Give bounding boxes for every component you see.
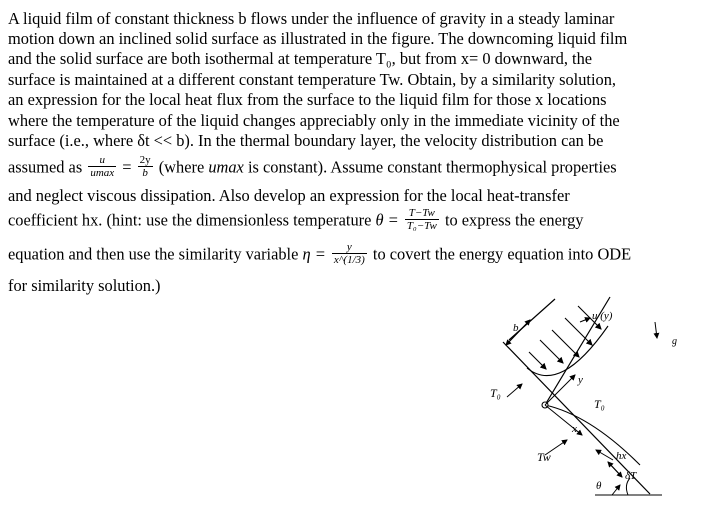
text-line-3: and the solid surface are both isothermal at temperature T₀, but from x= 0 downward, the bbox=[8, 49, 593, 68]
text-similarity-variable: equation and then use the similarity variable bbox=[8, 244, 299, 264]
label-y: y bbox=[578, 374, 583, 386]
text-express-energy: to express the energy bbox=[444, 210, 584, 230]
label-hx: hx bbox=[616, 450, 627, 462]
label-u-y: u (y) bbox=[592, 310, 613, 322]
text-where: (where bbox=[158, 157, 205, 177]
text-assumed-as: assumed as bbox=[8, 157, 83, 177]
label-g: g bbox=[672, 336, 677, 347]
label-theta: θ bbox=[596, 480, 602, 492]
label-delta-t: δT bbox=[625, 470, 637, 482]
text-coefficient-hx: coefficient hx. (hint: use the dimensionless temperature bbox=[8, 210, 372, 230]
text-line-11 bbox=[8, 243, 631, 268]
text-line-5: an expression for the local heat flux from the surface to the liquid film for those x locations bbox=[8, 90, 607, 109]
film-flow-figure bbox=[470, 290, 710, 520]
text-line-8 bbox=[8, 156, 617, 181]
label-x: x bbox=[572, 423, 577, 435]
eta-equals: η = bbox=[302, 244, 326, 264]
text-umax: umax bbox=[208, 157, 244, 177]
coordinate-arrows bbox=[507, 318, 657, 477]
text-covert-ode: to covert the energy equation into ODE bbox=[372, 244, 632, 264]
frac-den-x13: x^(1/3) bbox=[333, 254, 365, 266]
frac-den-b: b bbox=[142, 167, 148, 179]
frac-num-u: u bbox=[88, 154, 116, 167]
label-t0-left: T₀ bbox=[490, 386, 501, 400]
text-line-10 bbox=[8, 209, 583, 234]
fraction-2y-over-b bbox=[138, 154, 153, 179]
fraction-u-over-umax bbox=[88, 154, 116, 179]
fraction-eta bbox=[332, 241, 367, 266]
text-line-4: surface is maintained at a different constant temperature Tw. Obtain, by a similarity solution, bbox=[8, 70, 617, 89]
frac-num-y: y bbox=[332, 241, 367, 254]
frac-num-t-tw: T−Tw bbox=[405, 207, 439, 220]
text-line-7: surface (i.e., where δt << b). In the thermal boundary layer, the velocity distribution can be bbox=[8, 131, 604, 150]
label-b: b bbox=[513, 322, 519, 334]
frac-den-umax: umax bbox=[90, 167, 115, 179]
text-is-constant: is constant). Assume constant thermophysical properties bbox=[247, 157, 617, 177]
text-line-6: where the temperature of the liquid changes appreciably only in the immediate vicinity of the bbox=[8, 111, 620, 130]
text-line-9: and neglect viscous dissipation. Also develop an expression for the local heat-transfer bbox=[8, 186, 570, 205]
theta-equals: θ = bbox=[375, 210, 399, 230]
fraction-theta bbox=[405, 207, 439, 232]
label-tw: Tw bbox=[537, 450, 551, 464]
frac-num-2y: 2y bbox=[139, 154, 151, 166]
inclined-wall bbox=[503, 297, 650, 494]
text-line-12: for similarity solution.) bbox=[8, 276, 161, 295]
equals-sign: = bbox=[122, 157, 132, 177]
text-line-2: motion down an inclined solid surface as illustrated in the figure. The downcoming liquid film bbox=[8, 29, 628, 48]
text-line-1: A liquid film of constant thickness b flows under the influence of gravity in a steady laminar bbox=[8, 9, 615, 28]
frac-den-t0-tw: T₀−Tw bbox=[406, 220, 437, 232]
label-t0-right: T₀ bbox=[594, 397, 605, 411]
